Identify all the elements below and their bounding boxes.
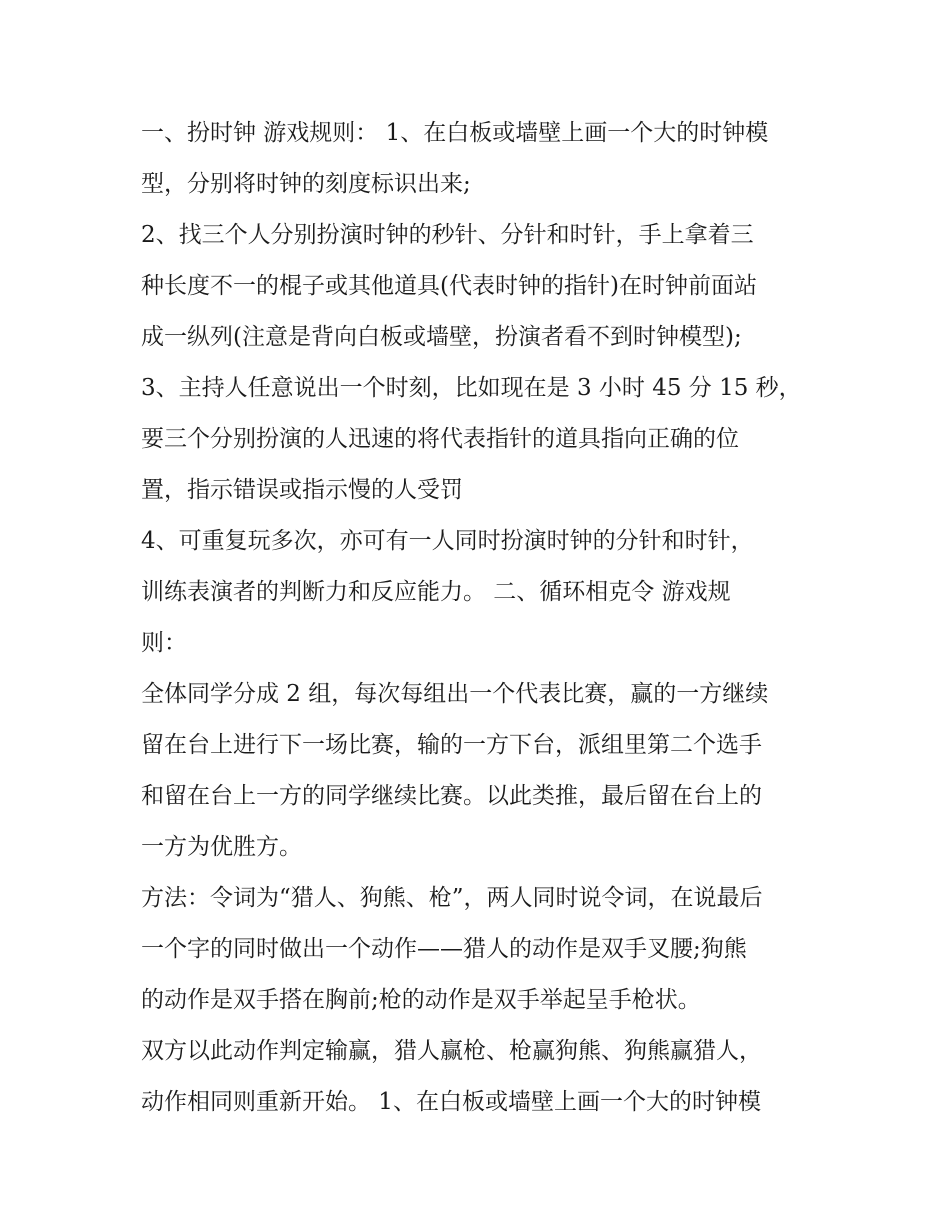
text-line: 要三个分别扮演的人迅速的将代表指针的道具指向正确的位 [141, 426, 739, 452]
document-body [141, 108, 821, 1128]
text-line: 方法：令词为“猎人、狗熊、枪”，两人同时说令词，在说最后 [141, 885, 763, 911]
text-line: 种长度不一的棍子或其他道具(代表时钟的指针)在时钟前面站 [141, 273, 757, 299]
text-line: 3、主持人任意说出一个时刻，比如现在是 3 小时 45 分 15 秒， [141, 375, 802, 401]
text-line: 置，指示错误或指示慢的人受罚 [141, 477, 463, 503]
text-line: 留在台上进行下一场比赛，输的一方下台，派组里第二个选手 [141, 732, 762, 758]
text-line: 一方为优胜方。 [141, 834, 302, 860]
text-line: 训练表演者的判断力和反应能力。 二、循环相克令 游戏规 [141, 579, 731, 605]
text-line: 的动作是双手搭在胸前;枪的动作是双手举起呈手枪状。 [141, 987, 701, 1013]
text-line: 一个字的同时做出一个动作——猎人的动作是双手叉腰;狗熊 [141, 936, 747, 962]
text-line: 2、找三个人分别扮演时钟的秒针、分针和时针，手上拿着三 [141, 222, 754, 248]
text-line: 一、扮时钟 游戏规则： 1、在白板或墙壁上画一个大的时钟模 [141, 120, 769, 146]
text-line: 动作相同则重新开始。 1、在白板或墙壁上画一个大的时钟模 [141, 1089, 761, 1115]
text-line: 成一纵列(注意是背向白板或墙壁，扮演者看不到时钟模型); [141, 324, 742, 350]
text-line: 则： [141, 630, 187, 656]
text-line: 型，分别将时钟的刻度标识出来; [141, 171, 471, 197]
text-line: 和留在台上一方的同学继续比赛。以此类推，最后留在台上的 [141, 783, 762, 809]
text-line: 全体同学分成 2 组，每次每组出一个代表比赛，赢的一方继续 [141, 681, 769, 707]
text-line: 4、可重复玩多次，亦可有一人同时扮演时钟的分针和时针， [141, 528, 754, 554]
text-line: 双方以此动作判定输赢，猎人赢枪、枪赢狗熊、狗熊赢猎人， [141, 1038, 762, 1064]
